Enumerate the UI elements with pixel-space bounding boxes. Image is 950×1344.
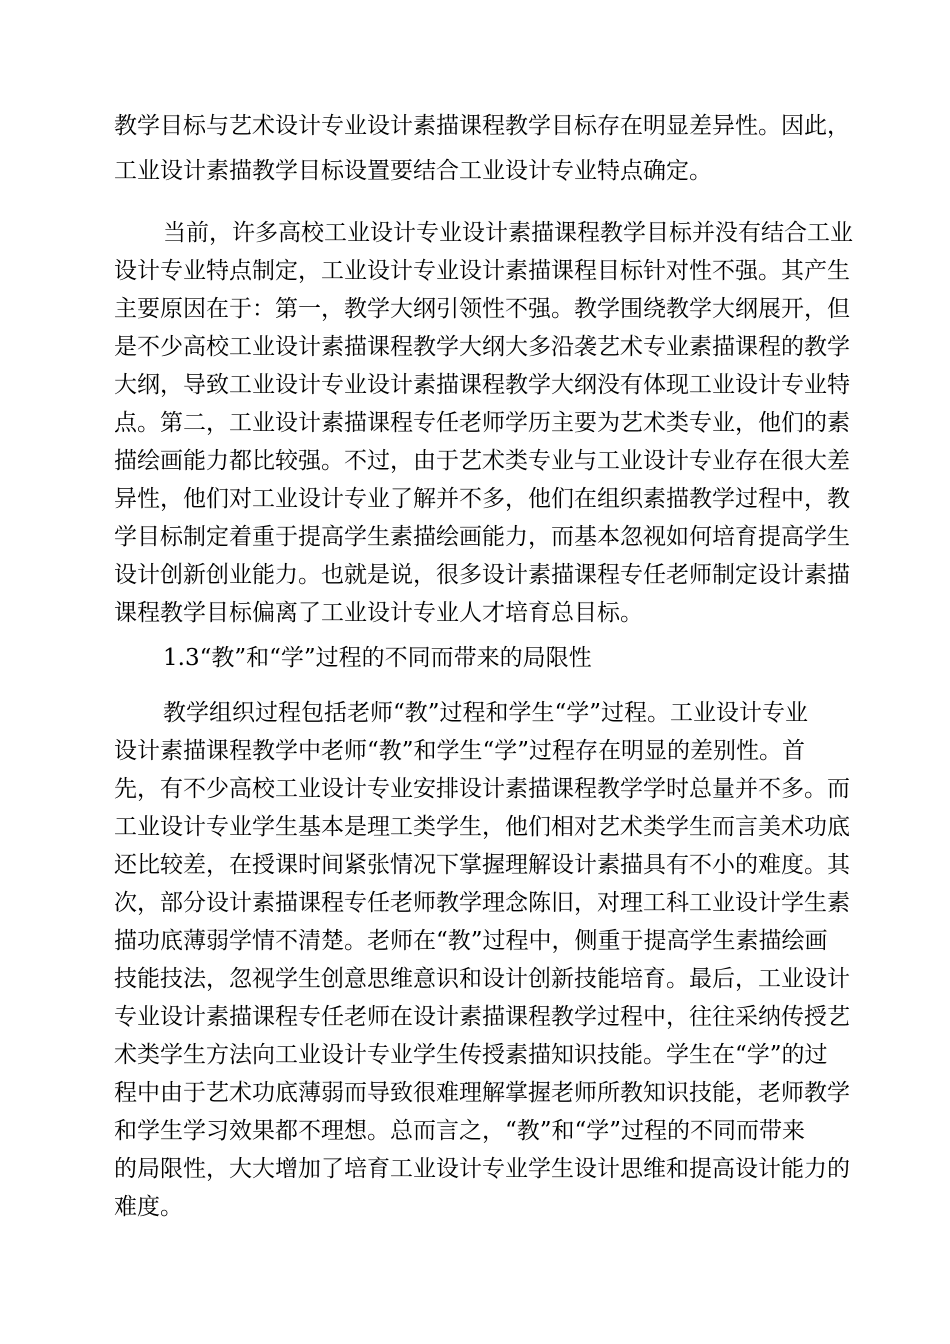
- text-line: 课程教学目标偏离了工业设计专业人才培育总目标。: [114, 600, 643, 626]
- text-line: 描功底薄弱学情不清楚。老师在“教”过程中，侧重于提高学生素描绘画: [114, 928, 828, 954]
- text-line: 程中由于艺术功底薄弱而导致很难理解掌握老师所教知识技能，老师教学: [114, 1080, 850, 1106]
- paragraph-first-line: 当前，许多高校工业设计专业设计素描课程教学目标并没有结合工业: [163, 220, 853, 246]
- text-line: 工业设计专业学生基本是理工类学生，他们相对艺术类学生而言美术功底: [114, 814, 850, 840]
- paragraph-first-line: 教学组织过程包括老师“教”过程和学生“学”过程。工业设计专业: [163, 700, 809, 726]
- text-line: 描绘画能力都比较强。不过，由于艺术类专业与工业设计专业存在很大差: [114, 448, 850, 474]
- text-line: 工业设计素描教学目标设置要结合工业设计专业特点确定。: [114, 158, 712, 184]
- text-line: 次，部分设计素描课程专任老师教学理念陈旧，对理工科工业设计学生素: [114, 890, 850, 916]
- text-line: 专业设计素描课程专任老师在设计素描课程教学过程中，往往采纳传授艺: [114, 1004, 850, 1030]
- text-line: 主要原因在于：第一，教学大纲引领性不强。教学围绕教学大纲展开，但: [114, 296, 850, 322]
- text-line: 先，有不少高校工业设计专业安排设计素描课程教学学时总量并不多。而: [114, 776, 850, 802]
- text-line: 大纲，导致工业设计专业设计素描课程教学大纲没有体现工业设计专业特: [114, 372, 850, 398]
- text-line: 还比较差，在授课时间紧张情况下掌握理解设计素描具有不小的难度。其: [114, 852, 850, 878]
- text-line: 设计专业特点制定，工业设计专业设计素描课程目标针对性不强。其产生: [114, 258, 850, 284]
- text-line: 学目标制定着重于提高学生素描绘画能力，而基本忽视如何培育提高学生: [114, 524, 850, 550]
- text-line: 术类学生方法向工业设计专业学生传授素描知识技能。学生在“学”的过: [114, 1042, 828, 1068]
- text-line: 设计创新创业能力。也就是说，很多设计素描课程专任老师制定设计素描: [114, 562, 850, 588]
- text-line: 设计素描课程教学中老师“教”和学生“学”过程存在明显的差别性。首: [114, 738, 806, 764]
- text-line: 是不少高校工业设计素描课程教学大纲大多沿袭艺术专业素描课程的教学: [114, 334, 850, 360]
- text-line: 技能技法，忽视学生创意思维意识和设计创新技能培育。最后，工业设计: [114, 966, 850, 992]
- text-line: 的局限性，大大增加了培育工业设计专业学生设计思维和提高设计能力的: [114, 1156, 850, 1182]
- text-line: 教学目标与艺术设计专业设计素描课程教学目标存在明显差异性。因此，: [114, 113, 850, 139]
- section-heading: 1.3“教”和“学”过程的不同而带来的局限性: [163, 645, 592, 671]
- text-line: 点。第二，工业设计素描课程专任老师学历主要为艺术类专业，他们的素: [114, 410, 850, 436]
- text-line: 异性，他们对工业设计专业了解并不多，他们在组织素描教学过程中，教: [114, 486, 850, 512]
- text-line: 和学生学习效果都不理想。总而言之，“教”和“学”过程的不同而带来: [114, 1118, 806, 1144]
- text-line: 难度。: [114, 1194, 183, 1220]
